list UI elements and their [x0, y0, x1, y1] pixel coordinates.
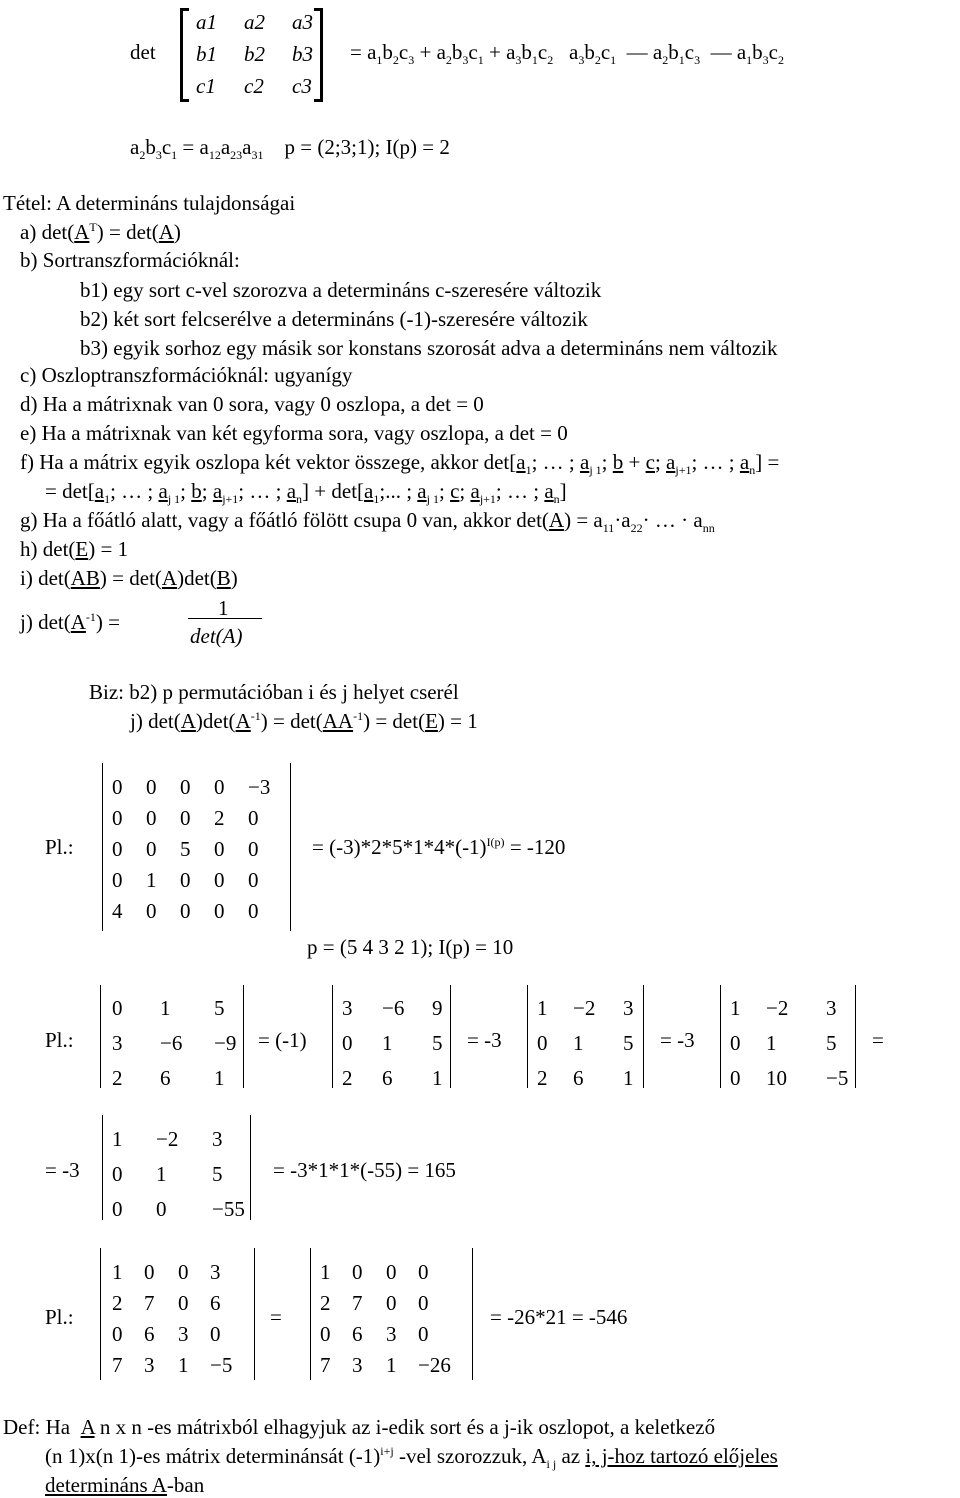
matrix-cell: 6: [382, 1066, 393, 1090]
matrix-cell: 1: [160, 996, 171, 1020]
example2-m1: [112, 998, 244, 1089]
matrix-cell: 0: [180, 806, 191, 830]
matrix-cell: a3: [292, 10, 313, 34]
det-bar-right: [855, 985, 856, 1088]
matrix-cell: −55: [212, 1197, 245, 1221]
matrix-cell: −6: [160, 1031, 183, 1055]
theorem-c: c) Oszloptranszformációknál: ugyanígy: [20, 363, 353, 387]
matrix-cell: 0: [352, 1260, 363, 1284]
det3-matrix: [196, 12, 332, 97]
theorem-f1: f) Ha a mátrix egyik oszlopa két vektor összege, akkor $\det[a_1$; … ; $a_{j 1}$; b + c; $a_{j+1}$; … ; $a_n$] =: [20, 450, 780, 478]
matrix-cell: 1: [112, 1127, 123, 1151]
matrix-cell: 7: [320, 1353, 331, 1377]
matrix-cell: c3: [292, 74, 312, 98]
theorem-b3: b3) egyik sorhoz egy másik sor konstans szorosát adva a determináns nem változik: [80, 336, 778, 360]
matrix-cell: 0: [730, 1031, 741, 1055]
matrix-cell: 6: [573, 1066, 584, 1090]
example2-op1: = (-1): [258, 1028, 307, 1052]
matrix-cell: c1: [196, 74, 216, 98]
fraction-numerator: 1: [218, 596, 229, 620]
matrix-cell: 0: [248, 868, 259, 892]
matrix-cell: 3: [342, 996, 353, 1020]
example3-label: Pl.:: [45, 1305, 74, 1329]
det-bar-left: [310, 1248, 311, 1380]
theorem-j: j) $\det(A^{-1})$ =: [20, 610, 120, 634]
matrix-cell: 0: [214, 868, 225, 892]
matrix-cell: b1: [196, 42, 217, 66]
matrix-cell: 0: [146, 899, 157, 923]
det-bar-left: [332, 985, 333, 1088]
matrix-cell: 0: [156, 1197, 167, 1221]
matrix-cell: −2: [766, 996, 789, 1020]
matrix-cell: 2: [320, 1291, 331, 1315]
matrix-cell: 0: [112, 868, 123, 892]
det-bar-left: [102, 763, 103, 931]
theorem-e: e) Ha a mátrixnak van két egyforma sora, vagy oszlopa, a det = 0: [20, 421, 568, 445]
matrix-cell: 2: [112, 1066, 123, 1090]
matrix-cell: 0: [146, 775, 157, 799]
proof-line1: Biz: b2) p permutációban i és j helyet cserél: [89, 680, 459, 704]
matrix-cell: 0: [386, 1291, 397, 1315]
example2-op5: = -3: [45, 1158, 80, 1182]
matrix-cell: b2: [244, 42, 265, 66]
theorem-b: b) Sortranszformációknál:: [20, 248, 240, 272]
matrix-cell: 0: [178, 1291, 189, 1315]
matrix-cell: 5: [180, 837, 191, 861]
proof-line2: j) $\det(A)\det(A^{-1}) = \det(AA^{-1}) = \det(E) = 1$: [130, 709, 478, 733]
det-bar-right: [250, 1115, 251, 1220]
matrix-cell: a1: [196, 10, 217, 34]
matrix-cell: 9: [432, 996, 443, 1020]
matrix-cell: 0: [112, 1322, 123, 1346]
matrix-cell: 0: [730, 1066, 741, 1090]
matrix-cell: 1: [537, 996, 548, 1020]
matrix-cell: 3: [826, 996, 837, 1020]
example2-op4: =: [872, 1028, 884, 1052]
matrix-cell: 0: [112, 1197, 123, 1221]
matrix-cell: 5: [214, 996, 225, 1020]
matrix-cell: 3: [178, 1322, 189, 1346]
definition-line2: (n 1)x(n 1)-es mátrix determinánsát $(-1)^{i+j}$ -vel szorozzuk, $A_{i j}$ az i, j-hoz tartozó előjeles: [45, 1444, 778, 1472]
matrix-cell: 5: [623, 1031, 634, 1055]
example2-label: Pl.:: [45, 1028, 74, 1052]
example1-matrix: [112, 777, 288, 922]
theorem-f2: = $\det[a_1$; … ; $a_{j 1}$; b; $a_{j+1}$; … ; $a_n] + \det[a_1$;... ; $a_{j 1}$; c; $a_{j+1}$; … ; $a_n$]: [45, 479, 567, 507]
matrix-cell: 1: [156, 1162, 167, 1186]
matrix-cell: 3: [623, 996, 634, 1020]
matrix-cell: −5: [826, 1066, 849, 1090]
matrix-cell: 3: [144, 1353, 155, 1377]
fraction-bar: [188, 618, 262, 619]
matrix-left-bracket: [180, 8, 189, 102]
det-bar-left: [720, 985, 721, 1088]
definition-line3: determináns A-ban: [45, 1473, 205, 1497]
matrix-cell: 0: [214, 899, 225, 923]
matrix-cell: 0: [178, 1260, 189, 1284]
permutation-line: $a_2b_3c_1 = a_{12}a_{23}a_{31}$ p = (2;3;1); I(p) = 2: [130, 135, 450, 163]
det-bar-left: [102, 1115, 103, 1220]
matrix-cell: −2: [156, 1127, 179, 1151]
matrix-cell: 2: [537, 1066, 548, 1090]
matrix-cell: 3: [112, 1031, 123, 1055]
matrix-cell: 0: [146, 806, 157, 830]
matrix-cell: 3: [210, 1260, 221, 1284]
matrix-cell: 3: [212, 1127, 223, 1151]
det-bar-left: [100, 985, 101, 1088]
fraction-denominator: det(A): [190, 624, 243, 648]
matrix-cell: 7: [352, 1291, 363, 1315]
matrix-cell: 1: [214, 1066, 225, 1090]
det-bar-right: [254, 1248, 255, 1380]
matrix-cell: 4: [112, 899, 123, 923]
matrix-cell: 0: [418, 1291, 429, 1315]
matrix-cell: 3: [386, 1322, 397, 1346]
matrix-cell: 2: [214, 806, 225, 830]
matrix-cell: 0: [180, 868, 191, 892]
theorem-a: a) $\det(A^T) = \det(A)$: [20, 220, 181, 244]
theorem-i: i) det(AB) = det(A)det(B): [20, 566, 238, 590]
matrix-cell: 0: [248, 806, 259, 830]
matrix-cell: 0: [537, 1031, 548, 1055]
example2-result: = -3*1*1*(-55) = 165: [273, 1158, 456, 1182]
example3-op: =: [270, 1305, 282, 1329]
matrix-right-bracket: [314, 8, 323, 102]
matrix-cell: 0: [386, 1260, 397, 1284]
matrix-cell: 0: [146, 837, 157, 861]
matrix-cell: 7: [112, 1353, 123, 1377]
matrix-cell: 1: [112, 1260, 123, 1284]
example2-m4: [730, 998, 856, 1089]
matrix-cell: 0: [418, 1322, 429, 1346]
matrix-cell: 1: [432, 1066, 443, 1090]
matrix-cell: −3: [248, 775, 271, 799]
matrix-cell: 0: [180, 899, 191, 923]
matrix-cell: 0: [320, 1322, 331, 1346]
det-bar-right: [450, 985, 451, 1088]
matrix-cell: 0: [180, 775, 191, 799]
det-label: det: [130, 40, 156, 64]
matrix-cell: 5: [826, 1031, 837, 1055]
theorem-h: h) det(E) = 1: [20, 537, 129, 561]
theorem-b1: b1) egy sort c-vel szorozva a determináns c-szeresére változik: [80, 278, 602, 302]
example3-result: = -26*21 = -546: [490, 1305, 628, 1329]
matrix-cell: −26: [418, 1353, 451, 1377]
example2-m5: [112, 1129, 252, 1220]
matrix-cell: 0: [112, 837, 123, 861]
matrix-cell: 0: [112, 1162, 123, 1186]
matrix-cell: 0: [112, 775, 123, 799]
matrix-cell: −5: [210, 1353, 233, 1377]
det-bar-right: [643, 985, 644, 1088]
det-bar-right: [290, 763, 291, 931]
det-bar-right: [243, 985, 244, 1088]
matrix-cell: 10: [766, 1066, 787, 1090]
matrix-cell: 5: [212, 1162, 223, 1186]
sarrus-expansion: = $a_1b_2c_3 + a_2b_3c_1 + a_3b_1c_2$ $a_3b_2c_1$ — $a_2b_1c_3$ — $a_1b_3c_2$: [350, 40, 784, 68]
example3-m1: [112, 1262, 256, 1376]
matrix-cell: 0: [112, 806, 123, 830]
theorem-d: d) Ha a mátrixnak van 0 sora, vagy 0 oszlopa, a det = 0: [20, 392, 484, 416]
matrix-cell: b3: [292, 42, 313, 66]
matrix-cell: 2: [342, 1066, 353, 1090]
matrix-cell: 6: [160, 1066, 171, 1090]
matrix-cell: 3: [352, 1353, 363, 1377]
matrix-cell: −2: [573, 996, 596, 1020]
example3-m2: [320, 1262, 468, 1376]
det-bar-left: [100, 1248, 101, 1380]
example2-m2: [342, 998, 462, 1089]
matrix-cell: 0: [214, 837, 225, 861]
theorem-g: g) Ha a főátló alatt, vagy a főátló fölött csupa 0 van, akkor $\det(A) = a_{11}\cdot a_{22}\cdot$ … · $a_{nn}$: [20, 508, 715, 536]
matrix-cell: 1: [320, 1260, 331, 1284]
matrix-cell: 2: [112, 1291, 123, 1315]
matrix-cell: 1: [178, 1353, 189, 1377]
matrix-cell: 0: [248, 899, 259, 923]
matrix-cell: 1: [386, 1353, 397, 1377]
theorem-title: Tétel: A determináns tulajdonságai: [3, 191, 296, 215]
matrix-cell: 1: [766, 1031, 777, 1055]
matrix-cell: 1: [623, 1066, 634, 1090]
example2-op3: = -3: [660, 1028, 695, 1052]
matrix-cell: 6: [210, 1291, 221, 1315]
matrix-cell: 0: [112, 996, 123, 1020]
example2-m3: [537, 998, 653, 1089]
matrix-cell: 1: [730, 996, 741, 1020]
matrix-cell: 1: [573, 1031, 584, 1055]
example2-op2: = -3: [467, 1028, 502, 1052]
matrix-cell: 0: [342, 1031, 353, 1055]
matrix-cell: 6: [352, 1322, 363, 1346]
example1-label: Pl.:: [45, 835, 74, 859]
example1-perm: p = (5 4 3 2 1); I(p) = 10: [307, 935, 514, 959]
matrix-cell: −6: [382, 996, 405, 1020]
det-bar-left: [527, 985, 528, 1088]
matrix-cell: 6: [144, 1322, 155, 1346]
example1-result: = $(-3)*2*5*1*4*(-1)^{I(p)} = -120$: [312, 835, 566, 859]
matrix-cell: 0: [214, 775, 225, 799]
definition-line1: Def: Ha A n x n -es mátrixból elhagyjuk az i-edik sort és a j-ik oszlopot, a keletkező: [3, 1415, 716, 1439]
matrix-cell: 0: [248, 837, 259, 861]
matrix-cell: 1: [146, 868, 157, 892]
det-bar-right: [472, 1248, 473, 1380]
matrix-cell: 1: [382, 1031, 393, 1055]
matrix-cell: 0: [418, 1260, 429, 1284]
theorem-b2: b2) két sort felcserélve a determináns (-1)-szeresére változik: [80, 307, 588, 331]
matrix-cell: c2: [244, 74, 264, 98]
matrix-cell: a2: [244, 10, 265, 34]
matrix-cell: 0: [144, 1260, 155, 1284]
matrix-cell: 7: [144, 1291, 155, 1315]
matrix-cell: 5: [432, 1031, 443, 1055]
matrix-cell: −9: [214, 1031, 237, 1055]
matrix-cell: 0: [210, 1322, 221, 1346]
